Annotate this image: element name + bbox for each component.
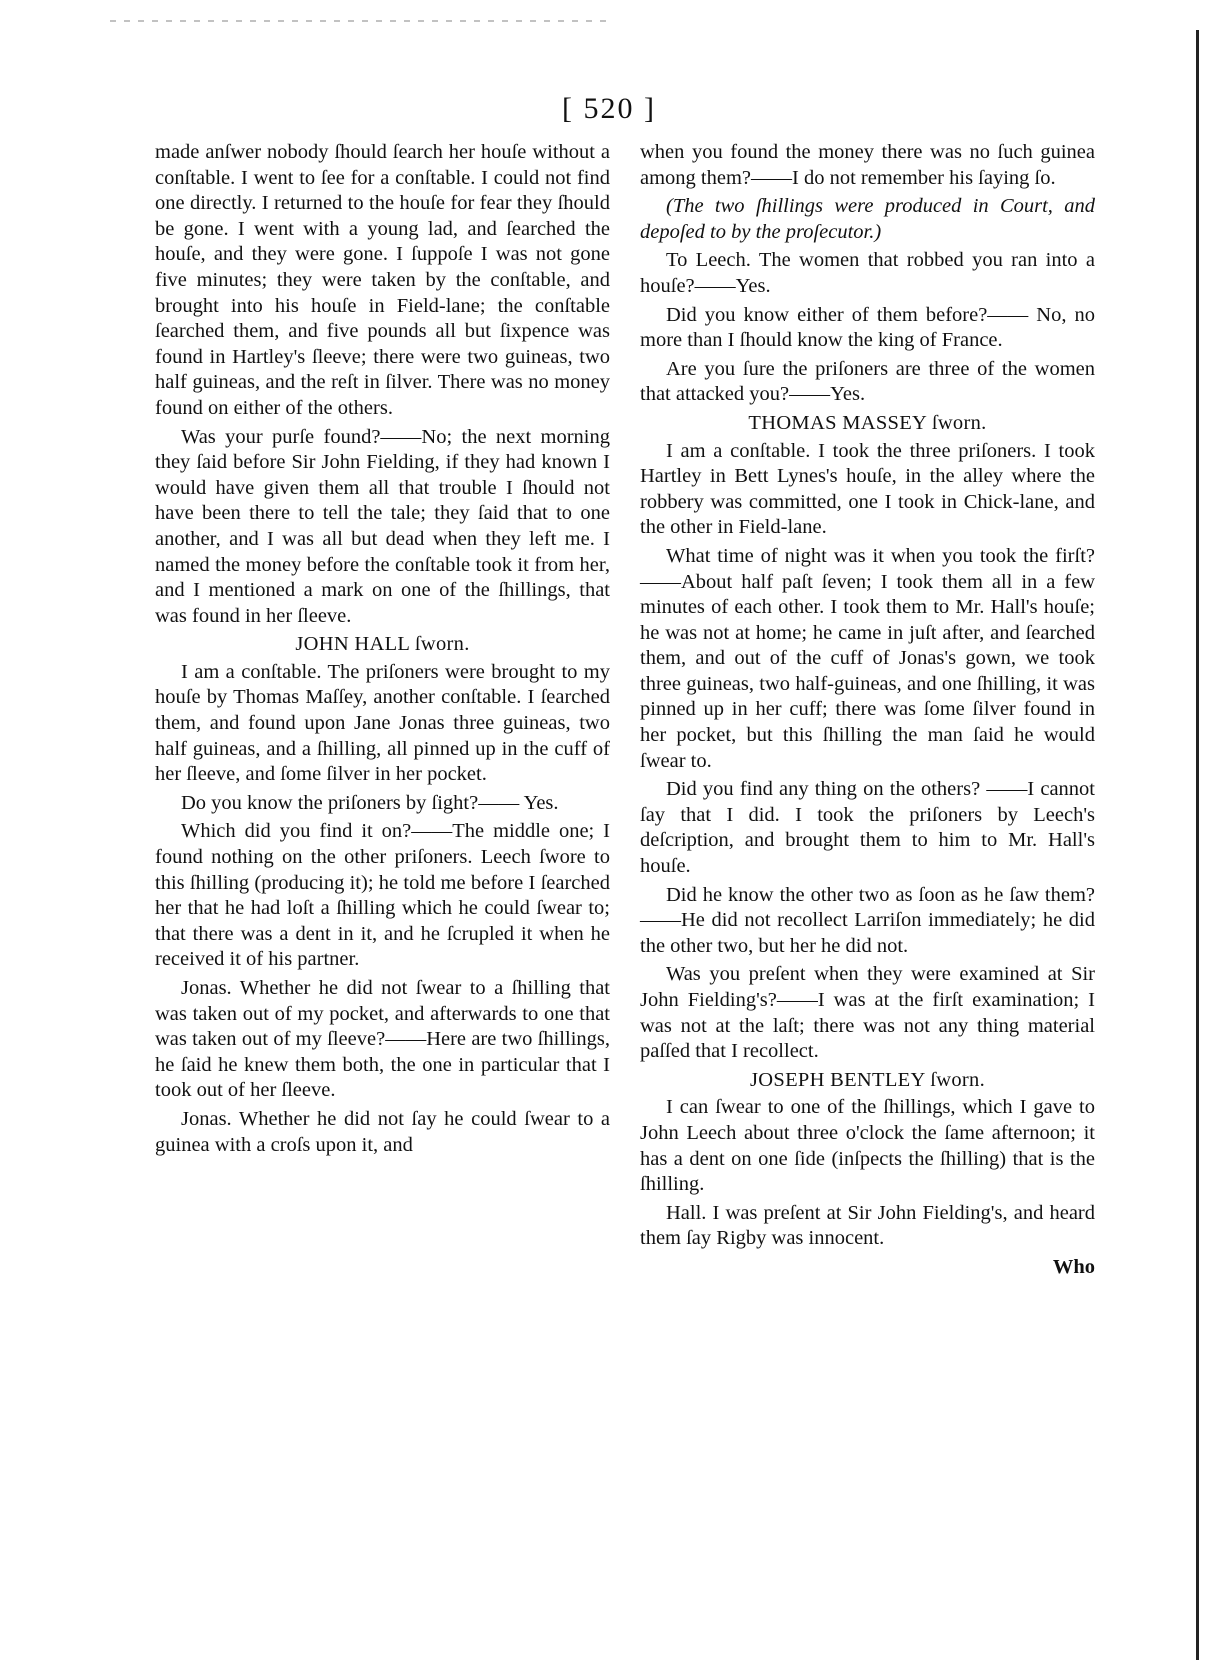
left-paragraph-6: Jonas. Whether he did not ſwear to a ſhilling that was taken out of my pocket, and afterwards to one that was taken out of my ſleeve?——Here are two ſhillings, he ſaid he knew them both, the one in particular that I took out of her ſleeve. — [155, 977, 610, 1102]
right-paragraph-12: Hall. I was preſent at Sir John Fielding's, and heard them ſay Rigby was innocent. — [640, 1201, 1095, 1250]
witness-heading-thomas-massey: THOMAS MASSEY ſworn. — [748, 411, 987, 434]
right-paragraph-3: To Leech. The women that robbed you ran into a houſe?——Yes. — [640, 249, 1095, 297]
court-note: (The two ſhillings were produced in Court, and depoſed to by the proſecutor.) — [640, 195, 1095, 243]
right-paragraph-6: I am a conſtable. I took the three priſoners. I took Hartley in Bett Lynes's houſe, in the alley where the robbery was committed, one I took in Chick-lane, and the other in Field-lane. — [640, 439, 1095, 539]
right-paragraph-9: Did he know the other two as ſoon as he ſaw them?——He did not recollect Larriſon immediately; he did the other two, but her he did not. — [640, 883, 1095, 957]
right-paragraph-4: Did you know either of them before?—— No, no more than I ſhould know the king of France. — [640, 303, 1095, 352]
right-paragraph-7: What time of night was it when you took the firſt?——About half paſt ſeven; I took them all in a few minutes of each other. I took them to Mr. Hall's houſe; he was not at home; he came in juſt after, and ſearched them, and out of the cuff of Jonas's gown, we took three guineas, two half-guineas, and one ſhilling, it was pinned up in her cuff; there was ſome ſilver found in her pocket, but this ſhilling the man ſaid he would ſwear to. — [640, 544, 1095, 772]
right-paragraph-1: when you found the money there was no ſuch guinea among them?——I do not remember his ſaying ſo. — [640, 141, 1095, 189]
catchword: Who — [1052, 1255, 1095, 1278]
left-paragraph-5: Which did you find it on?——The middle one; I found nothing on the other priſoners. Leech ſwore to this ſhilling (producing it); he told me before I ſearched her that he had loſt a ſhilling which he could ſwear to; that there was a dent in it, and he ſcrupled it when he received it of his partner. — [155, 820, 610, 971]
left-paragraph-3: I am a conſtable. The priſoners were brought to my houſe by Thomas Maſſey, another conſtable. I ſearched them, and found upon Jane Jonas three guineas, two half guineas, and a ſhilling, all pinned up in the cuff of her ſleeve, and ſome ſilver in her pocket. — [155, 660, 610, 786]
left-paragraph-4: Do you know the priſoners by ſight?—— Yes. — [181, 791, 559, 814]
left-paragraph-7: Jonas. Whether he did not ſay he could ſwear to a guinea with a croſs upon it, and — [155, 1107, 610, 1156]
right-paragraph-11: I can ſwear to one of the ſhillings, which I gave to John Leech about three o'clock the ſame afternoon; it has a dent on one ſide (inſpects the ſhilling) that is the ſhilling. — [640, 1096, 1095, 1196]
right-paragraph-8: Did you find any thing on the others? ——I cannot ſay that I did. I took the priſoners by Leech's deſcription, and brought them to him to Mr. Hall's houſe. — [640, 778, 1095, 878]
page-edge-rule — [1196, 30, 1199, 1660]
left-column — [155, 140, 610, 1161]
top-edge-smudge — [110, 20, 610, 22]
page-number: [ 520 ] — [562, 92, 656, 125]
witness-heading-joseph-bentley: JOSEPH BENTLEY ſworn. — [749, 1068, 986, 1091]
right-paragraph-10: Was you preſent when they were examined at Sir John Fielding's?——I was at the firſt examination; I was not at the laſt; there was not any thing material paſſed that I recollect. — [640, 963, 1095, 1063]
left-paragraph-2: Was your purſe found?——No; the next morning they ſaid before Sir John Fielding, if they had known I would have given them all that trouble I ſhould not have been there to tell the tale; they ſaid that to one another, and I was all but dead when they left me. I named the money before the conſtable took it from her, and I mentioned a mark on one of the ſhillings, that was found in her ſleeve. — [155, 425, 610, 627]
right-column — [640, 140, 1095, 1284]
left-paragraph-1: made anſwer nobody ſhould ſearch her houſe without a conſtable. I went to ſee for a conſtable. I could not find one directly. I returned to the houſe for fear they ſhould be gone. I went with a young lad, and ſearched the houſe, and they were gone. I ſuppoſe I was not gone five minutes; they were taken by the conſtable, and brought into his houſe in Field-lane; the conſtable ſearched them, and five pounds all but ſixpence was found in Hartley's ſleeve; there were two guineas, two half guineas, and the reſt in ſilver. There was no money found on either of the others. — [155, 141, 610, 419]
witness-heading-john-hall: JOHN HALL ſworn. — [295, 633, 470, 656]
right-paragraph-2 — [640, 194, 1095, 245]
right-paragraph-5: Are you ſure the priſoners are three of the women that attacked you?——Yes. — [640, 357, 1095, 406]
